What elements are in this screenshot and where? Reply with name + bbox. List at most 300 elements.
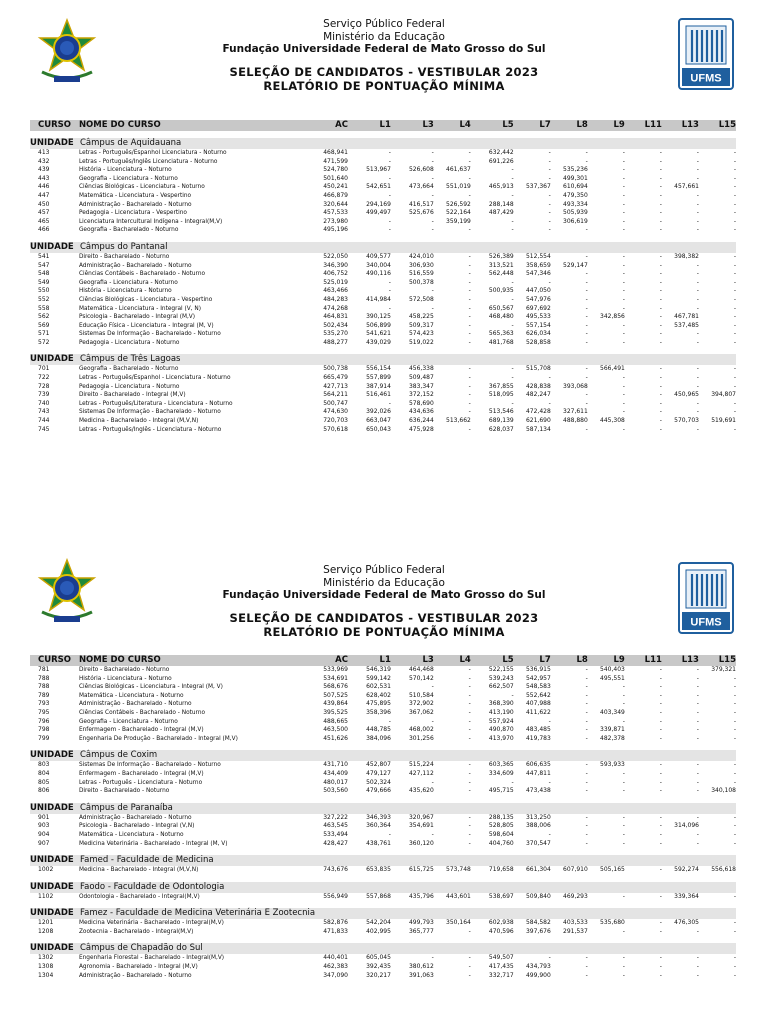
score-cell: 481,768: [488, 338, 514, 346]
score-cell: -: [468, 691, 471, 699]
score-cell: 367,855: [488, 382, 514, 390]
course-code-cell: 446: [38, 183, 50, 191]
score-cell: -: [733, 149, 736, 156]
unit-header-row: [30, 750, 736, 761]
unit-header-row: [30, 354, 736, 365]
score-cell: 499,497: [366, 209, 391, 217]
score-cell: 306,619: [563, 217, 588, 225]
score-cell: -: [733, 399, 736, 407]
score-cell: -: [585, 149, 588, 156]
score-cell: -: [468, 700, 471, 708]
score-cell: 516,559: [408, 270, 434, 278]
table-row: [30, 787, 736, 796]
table-row: [30, 391, 736, 400]
score-cell: 615,725: [408, 866, 434, 874]
score-cell: -: [622, 425, 625, 433]
score-cell: -: [585, 700, 588, 708]
score-cell: 340,108: [711, 787, 736, 795]
course-code-cell: 805: [38, 778, 50, 786]
course-code-cell: 447: [38, 191, 50, 199]
course-code-cell: 806: [38, 787, 50, 795]
score-cell: 451,626: [323, 734, 348, 742]
score-cell: 526,608: [408, 166, 434, 174]
score-cell: 372,902: [408, 700, 434, 708]
header-line-2: Ministério da Educação: [323, 576, 445, 589]
course-code-cell: 571: [38, 330, 50, 338]
score-cell: 503,560: [323, 787, 348, 795]
table-row: [30, 158, 736, 167]
score-cell: 314,096: [674, 822, 699, 830]
score-cell: -: [548, 217, 551, 225]
score-cell: 661,304: [525, 866, 551, 874]
score-cell: -: [733, 287, 736, 295]
score-cell: -: [548, 717, 551, 725]
course-name-cell: Matemática - Licenciatura - Noturno: [78, 831, 184, 838]
course-code-cell: 788: [38, 683, 50, 691]
unit-header-row: [30, 908, 736, 919]
score-cell: -: [468, 278, 471, 286]
unit-keyword: UNIDADE: [30, 750, 74, 761]
score-cell: -: [733, 769, 736, 777]
score-cell: -: [733, 954, 736, 962]
score-cell: -: [622, 778, 625, 786]
course-name-cell: Direito - Bacharelado - Noturno: [78, 253, 170, 260]
course-code-cell: 789: [38, 691, 50, 699]
score-cell: -: [622, 217, 625, 225]
score-cell: 346,393: [366, 813, 391, 821]
score-cell: -: [659, 278, 662, 286]
score-cell: 513,546: [488, 408, 514, 416]
score-cell: 551,019: [446, 183, 471, 191]
score-cell: 570,142: [408, 674, 434, 682]
score-cell: -: [388, 278, 391, 286]
unit-name: Câmpus de Chapadão do Sul: [80, 943, 203, 954]
course-code-cell: 562: [38, 313, 50, 321]
score-cell: -: [622, 830, 625, 838]
score-cell: 428,427: [323, 839, 348, 847]
score-cell: 582,876: [323, 919, 348, 927]
score-cell: 394,807: [711, 391, 736, 399]
score-cell: 403,349: [600, 708, 625, 716]
unit-keyword: UNIDADE: [30, 138, 74, 148]
score-cell: -: [622, 295, 625, 303]
score-cell: 574,423: [408, 330, 434, 338]
unit-keyword: UNIDADE: [30, 881, 74, 892]
table-row: [30, 928, 736, 937]
score-cell: -: [622, 191, 625, 199]
score-cell: 474,630: [323, 408, 348, 416]
score-cell: 499,793: [408, 919, 434, 927]
score-cell: -: [659, 954, 662, 962]
score-cell: -: [468, 830, 471, 838]
score-cell: -: [388, 717, 391, 725]
score-cell: -: [468, 391, 471, 399]
score-cell: -: [659, 304, 662, 312]
score-cell: -: [548, 374, 551, 382]
score-cell: 334,609: [488, 769, 514, 777]
score-cell: 482,247: [525, 391, 551, 399]
score-cell: 463,545: [323, 822, 348, 830]
score-cell: 546,319: [366, 666, 391, 673]
score-cell: -: [659, 830, 662, 838]
score-cell: -: [659, 787, 662, 795]
score-cell: -: [388, 191, 391, 199]
course-name-cell: Ciências Biológicas - Licenciatura - Integral (M, V): [78, 684, 223, 691]
score-cell: -: [585, 761, 588, 769]
score-cell: 528,858: [525, 338, 551, 346]
table-row: [30, 866, 736, 875]
score-cell: -: [511, 278, 514, 286]
score-cell: -: [622, 166, 625, 174]
score-cell: -: [468, 191, 471, 199]
score-cell: -: [622, 813, 625, 821]
score-cell: -: [659, 217, 662, 225]
score-cell: 556,618: [711, 866, 736, 874]
score-cell: 414,984: [366, 295, 391, 303]
course-name-cell: História - Licenciatura - Noturno: [78, 288, 172, 295]
unit-keyword: UNIDADE: [30, 241, 74, 252]
score-cell: -: [468, 813, 471, 821]
score-cell: 379,321: [711, 666, 736, 673]
score-cell: -: [696, 209, 699, 217]
score-cell: -: [585, 769, 588, 777]
course-code-cell: 728: [38, 382, 50, 390]
score-cell: -: [431, 778, 434, 786]
report-page-2: [0, 540, 768, 1024]
course-name-cell: Ciências Biológicas - Licenciatura - Noturno: [78, 184, 205, 191]
score-cell: 509,317: [408, 321, 434, 329]
score-cell: -: [659, 726, 662, 734]
course-name-cell: Engenharia De Produção - Bacharelado - Integral (M,V): [78, 735, 238, 742]
score-cell: -: [696, 157, 699, 165]
score-cell: -: [585, 321, 588, 329]
score-cell: 533,494: [323, 830, 348, 838]
score-cell: -: [548, 226, 551, 234]
score-cell: 556,949: [323, 892, 348, 900]
score-cell: 626,034: [525, 330, 551, 338]
course-code-cell: 413: [38, 149, 50, 156]
score-cell: -: [468, 330, 471, 338]
score-cell: 435,620: [408, 787, 434, 795]
score-cell: -: [585, 399, 588, 407]
score-cell: 358,659: [525, 261, 551, 269]
score-cell: -: [468, 252, 471, 260]
score-cell: 535,270: [323, 330, 348, 338]
score-cell: 610,694: [563, 183, 588, 191]
score-cell: 468,480: [488, 313, 514, 321]
score-cell: 360,364: [366, 822, 391, 830]
course-name-cell: Direito - Bacharelado - Noturno: [78, 667, 170, 673]
col-header-l8: L8: [576, 655, 588, 665]
score-cell: -: [659, 200, 662, 208]
score-cell: 479,666: [366, 787, 391, 795]
score-cell: 562,448: [488, 270, 514, 278]
table-row: [30, 709, 736, 718]
course-name-cell: Letras - Português/Inglês Licenciatura - Noturno: [78, 158, 218, 165]
table-row: [30, 313, 736, 322]
unit-name: Câmpus de Coxim: [80, 750, 158, 761]
score-cell: 541,621: [366, 330, 391, 338]
col-header-curso: CURSO: [38, 120, 72, 130]
score-cell: 392,026: [366, 408, 391, 416]
score-cell: -: [548, 278, 551, 286]
score-cell: 320,217: [366, 971, 391, 979]
score-cell: 406,752: [323, 270, 348, 278]
score-cell: 537,485: [674, 321, 699, 329]
score-cell: -: [468, 157, 471, 165]
table-row: [30, 296, 736, 305]
score-cell: -: [733, 200, 736, 208]
score-cell: -: [468, 822, 471, 830]
unit-keyword: UNIDADE: [30, 908, 74, 919]
score-cell: 506,899: [366, 321, 391, 329]
score-cell: 367,062: [408, 708, 434, 716]
score-cell: 518,095: [488, 391, 514, 399]
score-cell: -: [468, 717, 471, 725]
table-row: [30, 183, 736, 192]
course-code-cell: 1102: [38, 892, 54, 900]
score-cell: 505,939: [563, 209, 588, 217]
score-cell: -: [585, 391, 588, 399]
col-header-l8: L8: [576, 120, 588, 130]
score-cell: 542,651: [366, 183, 391, 191]
score-cell: -: [585, 338, 588, 346]
score-cell: 697,692: [525, 304, 551, 312]
score-cell: -: [659, 927, 662, 935]
score-cell: -: [659, 417, 662, 425]
score-cell: 632,442: [488, 149, 514, 156]
course-name-cell: Geografia - Licenciatura - Noturno: [78, 718, 178, 725]
score-cell: 464,831: [323, 313, 348, 321]
score-cell: -: [622, 252, 625, 260]
course-name-cell: Odontologia - Bacharelado - Integral(M,V): [78, 893, 200, 900]
table-row: [30, 218, 736, 227]
score-cell: 548,583: [525, 683, 551, 691]
table-row: [30, 726, 736, 735]
course-code-cell: 1208: [38, 927, 54, 935]
header-line-2: Ministério da Educação: [323, 30, 445, 43]
score-cell: -: [659, 365, 662, 373]
score-cell: 573,748: [446, 866, 471, 874]
table-row: [30, 270, 736, 279]
score-cell: -: [388, 304, 391, 312]
col-header-ac: AC: [335, 120, 348, 130]
course-code-cell: 450: [38, 200, 50, 208]
unit-header-row: [30, 242, 736, 253]
score-cell: -: [468, 761, 471, 769]
table-row: [30, 201, 736, 210]
score-cell: -: [622, 927, 625, 935]
course-name-cell: Administração - Bacharelado - Noturno: [78, 262, 192, 269]
col-header-l5: L5: [502, 655, 514, 665]
score-cell: -: [585, 252, 588, 260]
score-cell: -: [468, 971, 471, 979]
score-cell: -: [696, 261, 699, 269]
score-cell: -: [659, 708, 662, 716]
score-cell: 466,879: [323, 191, 348, 199]
score-cell: 500,747: [323, 399, 348, 407]
course-code-cell: 558: [38, 304, 50, 312]
score-cell: -: [622, 174, 625, 182]
score-cell: 395,525: [323, 708, 348, 716]
unit-keyword: UNIDADE: [30, 354, 74, 365]
score-cell: 516,461: [366, 391, 391, 399]
course-code-cell: 466: [38, 226, 50, 234]
course-code-cell: 1302: [38, 954, 54, 962]
score-cell: -: [622, 374, 625, 382]
score-cell: 479,350: [563, 191, 588, 199]
unit-keyword: UNIDADE: [30, 943, 74, 954]
score-cell: 471,833: [323, 927, 348, 935]
course-name-cell: Geografia - Bacharelado - Noturno: [78, 227, 179, 234]
score-cell: -: [659, 374, 662, 382]
score-cell: 431,710: [323, 761, 348, 769]
score-cell: 570,703: [674, 417, 699, 425]
score-cell: -: [622, 839, 625, 847]
score-cell: -: [585, 226, 588, 234]
score-cell: -: [733, 209, 736, 217]
score-cell: 542,957: [525, 674, 551, 682]
score-cell: 552,642: [525, 691, 551, 699]
score-cell: -: [431, 954, 434, 962]
score-cell: -: [696, 787, 699, 795]
score-cell: -: [659, 963, 662, 971]
course-name-cell: Enfermagem - Bacharelado - Integral (M,V): [78, 727, 204, 734]
col-header-l15: L15: [718, 655, 736, 665]
score-cell: 306,930: [408, 261, 434, 269]
course-name-cell: Medicina - Bacharelado - Integral (M,V,N): [78, 867, 199, 874]
course-code-cell: 1002: [38, 866, 54, 874]
score-cell: 542,204: [366, 919, 391, 927]
score-cell: -: [659, 287, 662, 295]
score-cell: -: [733, 726, 736, 734]
course-name-cell: Ciências Biológicas - Licenciatura - Vespertino: [78, 296, 213, 303]
score-cell: 529,147: [563, 261, 588, 269]
table-row: [30, 417, 736, 426]
course-code-cell: 552: [38, 295, 50, 303]
score-cell: -: [622, 287, 625, 295]
score-cell: -: [585, 313, 588, 321]
score-cell: 525,676: [408, 209, 434, 217]
score-cell: -: [696, 166, 699, 174]
score-cell: -: [468, 313, 471, 321]
score-cell: -: [585, 374, 588, 382]
score-cell: 465,913: [488, 183, 514, 191]
score-cell: 488,665: [323, 717, 348, 725]
score-cell: -: [696, 691, 699, 699]
score-cell: 557,154: [525, 321, 551, 329]
score-cell: 450,241: [323, 183, 348, 191]
score-cell: 301,256: [408, 734, 434, 742]
score-cell: -: [468, 666, 471, 673]
col-header-l3: L3: [422, 655, 434, 665]
course-name-cell: Administração - Bacharelado - Noturno: [78, 972, 192, 979]
score-cell: -: [733, 157, 736, 165]
score-cell: -: [585, 304, 588, 312]
score-cell: -: [696, 287, 699, 295]
score-cell: -: [622, 683, 625, 691]
course-code-cell: 1201: [38, 919, 54, 927]
score-cell: -: [696, 149, 699, 156]
score-cell: -: [696, 304, 699, 312]
course-code-cell: 744: [38, 417, 50, 425]
course-code-cell: 432: [38, 157, 50, 165]
score-cell: -: [696, 408, 699, 416]
course-code-cell: 739: [38, 391, 50, 399]
score-cell: 557,868: [366, 892, 391, 900]
report-header: [0, 564, 768, 639]
course-name-cell: História - Licenciatura - Noturno: [78, 675, 172, 682]
score-cell: -: [659, 691, 662, 699]
table-row: [30, 209, 736, 218]
table-row: [30, 831, 736, 840]
score-cell: -: [468, 374, 471, 382]
score-cell: -: [388, 217, 391, 225]
unit-header-row: [30, 943, 736, 954]
score-cell: 528,805: [488, 822, 514, 830]
score-cell: 450,965: [674, 391, 699, 399]
score-cell: -: [659, 261, 662, 269]
score-cell: -: [585, 278, 588, 286]
course-name-cell: Letras - Português/Espanhol - Licenciatura - Noturno: [78, 375, 231, 382]
score-cell: 621,690: [525, 417, 551, 425]
score-cell: -: [696, 927, 699, 935]
table-row: [30, 954, 736, 963]
score-cell: -: [548, 149, 551, 156]
score-cell: 393,068: [563, 382, 588, 390]
score-cell: 354,691: [408, 822, 434, 830]
score-cell: -: [733, 365, 736, 373]
score-cell: -: [622, 209, 625, 217]
score-cell: 500,738: [323, 365, 348, 373]
score-cell: -: [468, 954, 471, 962]
score-cell: 502,434: [323, 321, 348, 329]
score-cell: -: [659, 399, 662, 407]
score-cell: 438,761: [366, 839, 391, 847]
table-row: [30, 365, 736, 374]
score-cell: -: [468, 963, 471, 971]
score-cell: -: [696, 700, 699, 708]
unit-name: Câmpus de Três Lagoas: [80, 354, 181, 365]
score-cell: 519,691: [711, 417, 736, 425]
course-code-cell: 547: [38, 261, 50, 269]
score-cell: -: [622, 278, 625, 286]
score-cell: 411,622: [525, 708, 551, 716]
score-cell: 515,224: [408, 761, 434, 769]
score-cell: -: [388, 157, 391, 165]
score-cell: -: [585, 778, 588, 786]
unit-header-row: [30, 138, 736, 149]
score-cell: 743,676: [323, 866, 348, 874]
score-cell: -: [733, 683, 736, 691]
score-cell: -: [622, 330, 625, 338]
score-cell: 500,378: [408, 278, 434, 286]
score-cell: 463,500: [323, 726, 348, 734]
unit-keyword: UNIDADE: [30, 802, 74, 813]
score-cell: -: [696, 270, 699, 278]
score-cell: 469,293: [563, 892, 588, 900]
score-cell: -: [659, 270, 662, 278]
unit-name: Câmpus do Pantanal: [80, 241, 168, 252]
course-name-cell: Letras - Português/Inglês - Licenciatura - Noturno: [78, 426, 222, 433]
score-cell: -: [733, 708, 736, 716]
score-cell: 484,283: [323, 295, 348, 303]
score-cell: -: [659, 313, 662, 321]
score-cell: -: [468, 261, 471, 269]
score-cell: -: [733, 408, 736, 416]
score-cell: -: [622, 963, 625, 971]
score-cell: -: [511, 778, 514, 786]
